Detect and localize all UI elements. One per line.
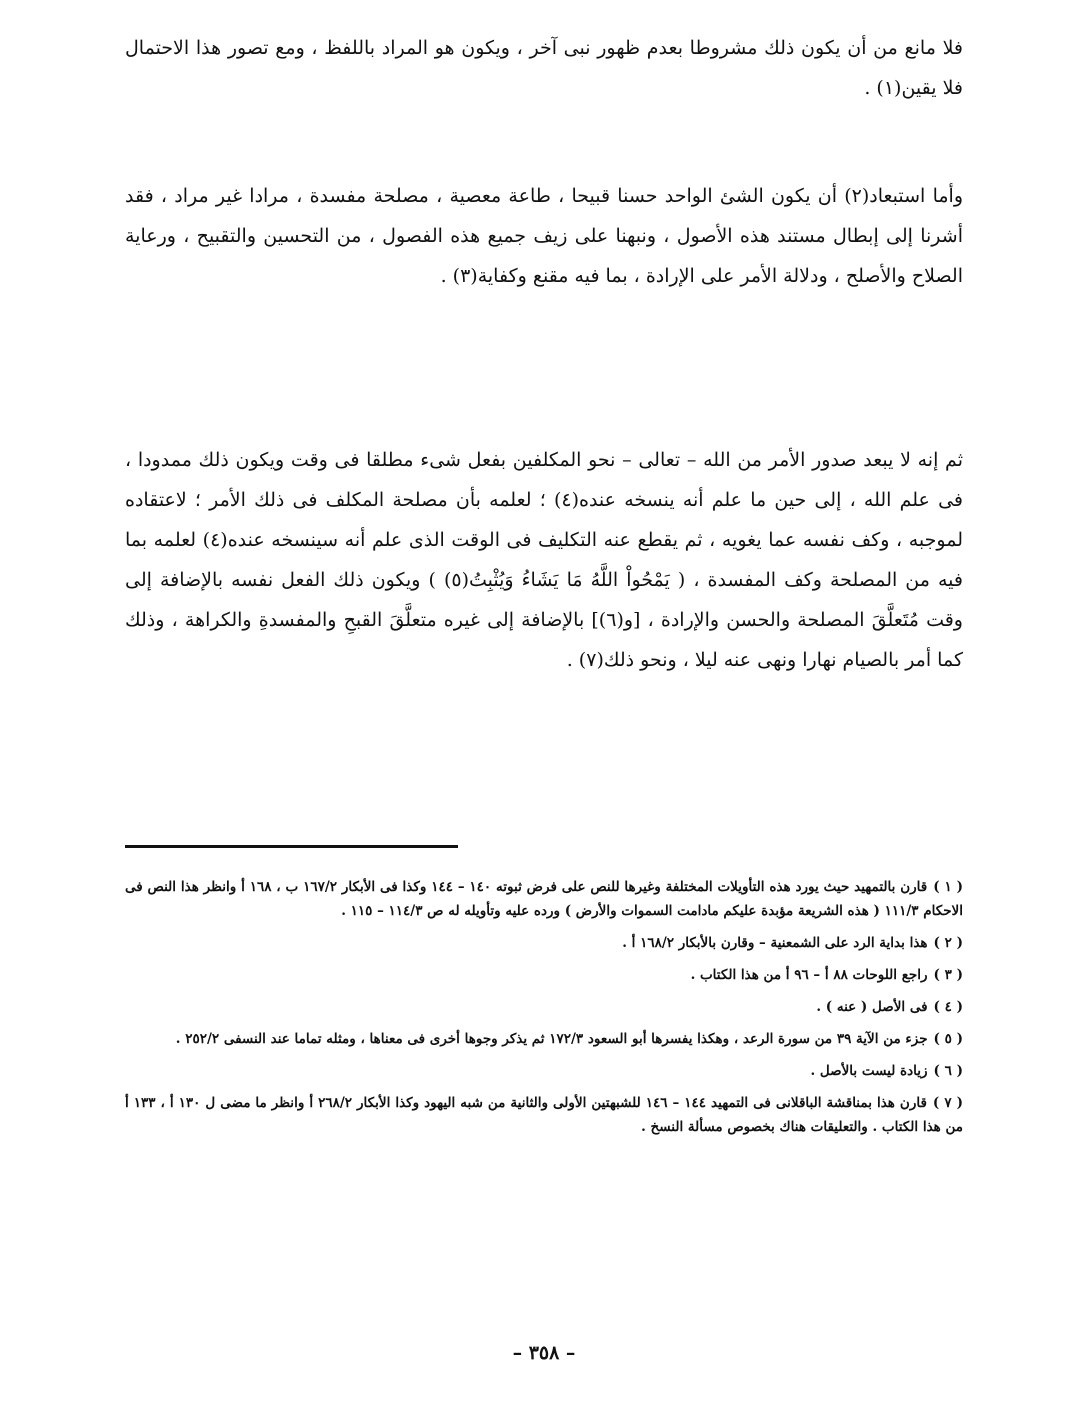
footnote-2-text: هذا بداية الرد على الشمعنية – وقارن بالأبكار ١٦٨/٢ أ . <box>622 935 928 951</box>
main-text-block-3 <box>125 440 963 680</box>
footnote-3-number: ( ٣ ) <box>933 967 963 983</box>
footnote-3-text: راجع اللوحات ٨٨ أ – ٩٦ أ من هذا الكتاب . <box>690 967 928 983</box>
footnote-4-text: فى الأصل ( عنه ) . <box>816 999 928 1015</box>
footnote-separator-rule <box>125 845 458 848</box>
main-text-block-2 <box>125 176 963 296</box>
footnote-6-text: زيادة ليست بالأصل . <box>810 1063 928 1079</box>
paragraph-3: ثم إنه لا يبعد صدور الأمر من الله – تعالى – نحو المكلفين بفعل شىء مطلقا فى وقت ويكون ذلك ممدودا ، فى علم الله ، إلى حين ما علم أنه ينسخه عنده(٤) ؛ لعلمه بأن مصلحة المكلف فى ذلك الأمر ؛ لاعتقاده لموجبه ، وكف نفسه عما يغويه ، ثم يقطع عنه التكليف فى الوقت الذى علم أنه سينسخه عنده(٤) لعلمه بما فيه من المصلحة وكف المفسدة ، ( يَمْحُواْ اللَّهُ مَا يَشَاءُ وَيُثْبِتُ(٥) ) ويكون ذلك الفعل نفسه بالإضافة إلى وقت مُتَعلَّقَ المصلحة والحسن والإرادة ، [و(٦)] بالإضافة إلى غيره متعلَّقَ القبحِ والمفسدةِ والكراهة ، وذلك كما أمر بالصيام نهارا ونهى عنه ليلا ، ونحو ذلك(٧) . <box>125 449 963 671</box>
footnote-5 <box>125 1027 963 1051</box>
footnote-1-text: قارن بالتمهيد حيث يورد هذه التأويلات المختلفة وغيرها للنص على فرض ثبوته ١٤٠ – ١٤٤ وكذا فى الأبكار ١٦٧/٢ ب ، ١٦٨ أ وانظر هذا النص فى الاحكام ١١١/٣ ( هذه الشريعة مؤبدة عليكم مادامت السموات والأرض ) ورده عليه وتأويله له ص ١١٤/٣ – ١١٥ . <box>125 879 963 919</box>
footnote-6-number: ( ٦ ) <box>933 1063 963 1079</box>
footnote-7-text: قارن هذا بمناقشة الباقلانى فى التمهيد ١٤٤ – ١٤٦ للشبهتين الأولى والثانية من شبه اليهود وكذا الأبكار ٢٦٨/٢ أ وانظر ما مضى ل ١٣٠ أ ، ١٣٣ أ من هذا الكتاب . والتعليقات هناك بخصوص مسألة النسخ . <box>125 1095 963 1135</box>
footnotes-section <box>125 875 963 1147</box>
footnote-1-number: ( ١ ) <box>933 879 964 895</box>
paragraph-1: فلا مانع من أن يكون ذلك مشروطا بعدم ظهور نبى آخر ، ويكون هو المراد باللفظ ، ومع تصور هذا الاحتمال فلا يقين(١) . <box>125 37 963 99</box>
book-page <box>125 28 963 1388</box>
footnote-5-text: جزء من الآية ٣٩ من سورة الرعد ، وهكذا يفسرها أبو السعود ١٧٢/٣ ثم يذكر وجوها أخرى فى معناها ، ومثله تماما عند النسفى ٢٥٢/٢ . <box>175 1031 928 1047</box>
page-number: – ٣٥٨ – <box>512 1342 576 1364</box>
footnote-2-number: ( ٢ ) <box>933 935 963 951</box>
footnote-7 <box>125 1091 963 1139</box>
footnote-5-number: ( ٥ ) <box>933 1031 963 1047</box>
footnote-7-number: ( ٧ ) <box>932 1095 963 1111</box>
footnote-3 <box>125 963 963 987</box>
footnote-2 <box>125 931 963 955</box>
paragraph-2: وأما استبعاد(٢) أن يكون الشئ الواحد حسنا قبيحا ، طاعة معصية ، مصلحة مفسدة ، مرادا غير مراد ، فقد أشرنا إلى إبطال مستند هذه الأصول ، ونبهنا على زيف جميع هذه الفصول ، من التحسين والتقبيح ، ورعاية الصلاح والأصلح ، ودلالة الأمر على الإرادة ، بما فيه مقنع وكفاية(٣) . <box>125 185 963 287</box>
footnote-1 <box>125 875 963 923</box>
footnote-4-number: ( ٤ ) <box>933 999 963 1015</box>
footnote-6 <box>125 1059 963 1083</box>
main-text-block-1 <box>125 28 963 108</box>
footnote-4 <box>125 995 963 1019</box>
